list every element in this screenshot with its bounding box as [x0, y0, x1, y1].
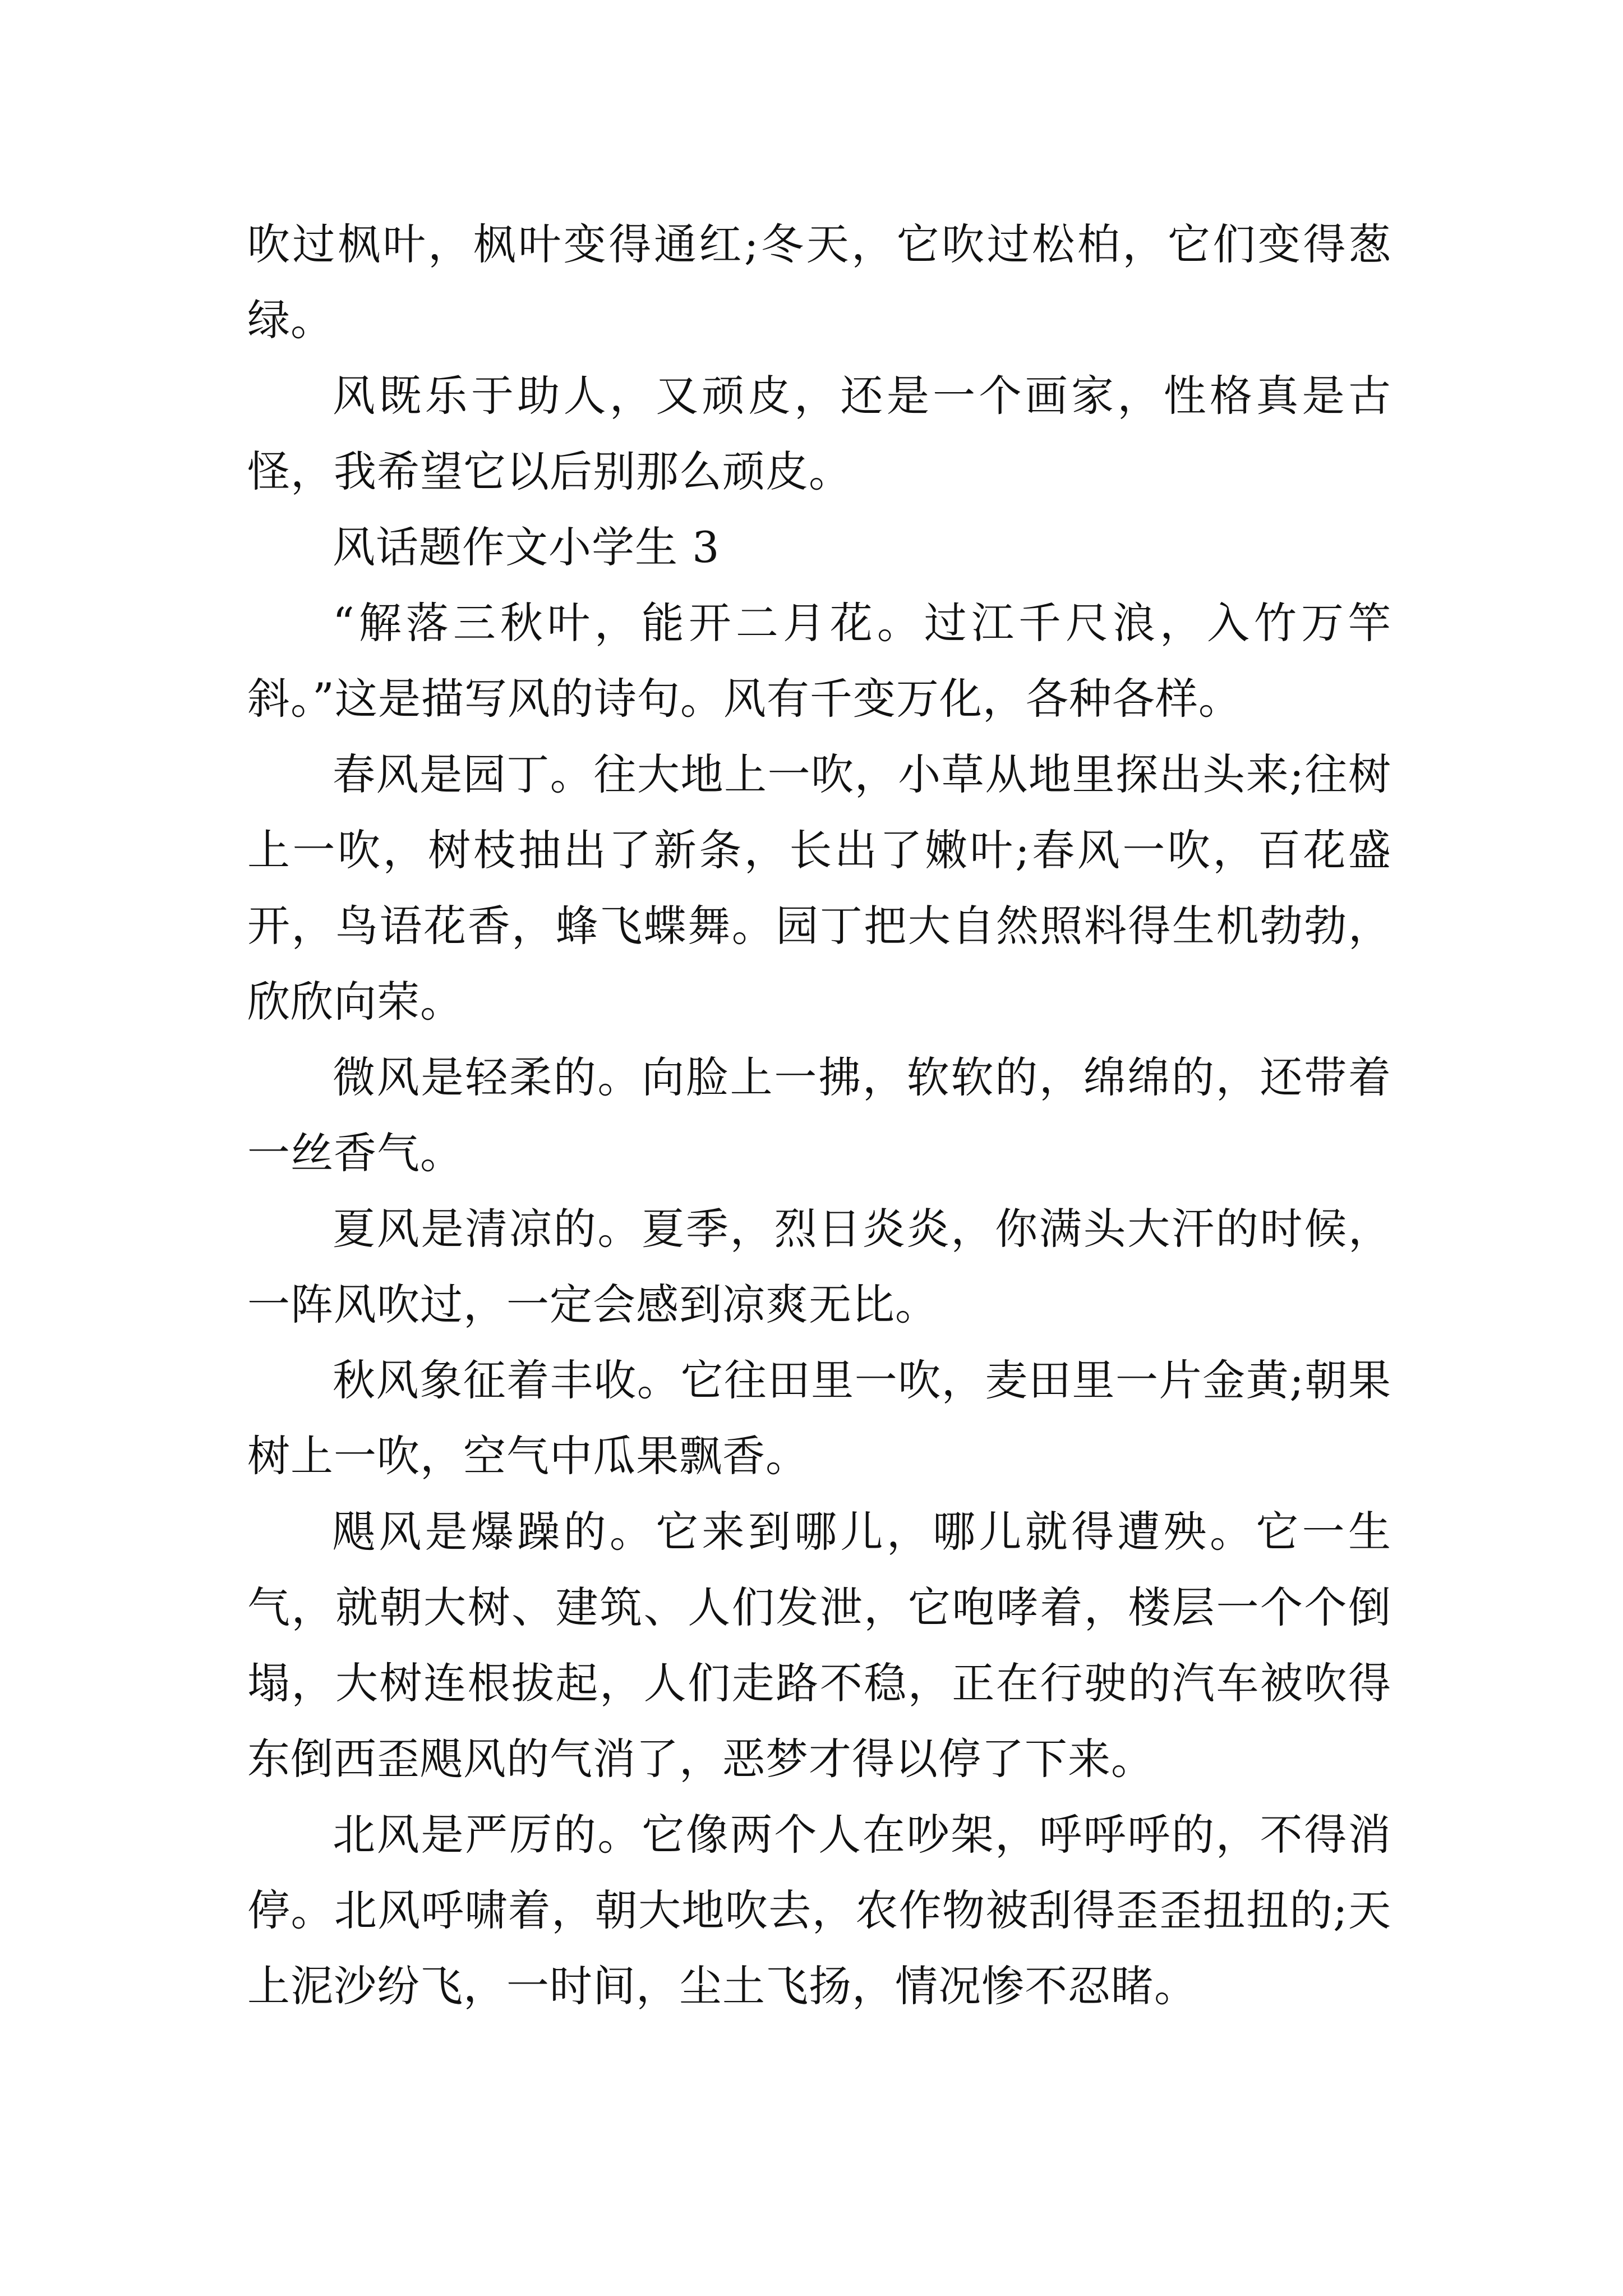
paragraph: 飓风是爆躁的。它来到哪儿，哪儿就得遭殃。它一生气，就朝大树、建筑、人们发泄，它咆哮着，楼层一个个倒塌，大树连根拔起，人们走路不稳，正在行驶的汽车被吹得东倒西歪飓风的气消了，恶梦才得以停了下来。 [247, 1507, 1391, 1784]
section-heading: 风话题作文小学生 3 [333, 522, 720, 572]
paragraph-continued: 吹过枫叶，枫叶变得通红;冬天，它吹过松柏，它们变得葱绿。 [247, 219, 1391, 345]
paragraph: 风既乐于助人，又顽皮，还是一个画家，性格真是古怪，我希望它以后别那么顽皮。 [247, 371, 1391, 496]
paragraph: 秋风象征着丰收。它往田里一吹，麦田里一片金黄;朝果树上一吹，空气中瓜果飘香。 [247, 1355, 1391, 1481]
paragraph: 北风是严厉的。它像两个人在吵架，呼呼呼的，不得消停。北风呼啸着，朝大地吹去，农作物被刮得歪歪扭扭的;天上泥沙纷飞，一时间，尘土飞扬，情况惨不忍睹。 [247, 1810, 1391, 2011]
paragraph: “解落三秋叶，能开二月花。过江千尺浪，入竹万竿斜。”这是描写风的诗句。风有千变万化，各种各样。 [247, 598, 1391, 724]
text-column [247, 206, 1391, 2024]
paragraph: 春风是园丁。往大地上一吹，小草从地里探出头来;往树上一吹，树枝抽出了新条，长出了嫩叶;春风一吹，百花盛开，鸟语花香，蜂飞蝶舞。园丁把大自然照料得生机勃勃，欣欣向荣。 [247, 749, 1391, 1027]
paragraph: 微风是轻柔的。向脸上一拂，软软的，绵绵的，还带着一丝香气。 [247, 1052, 1391, 1178]
paragraph: 夏风是清凉的。夏季，烈日炎炎，你满头大汗的时候，一阵风吹过，一定会感到凉爽无比。 [247, 1204, 1391, 1329]
